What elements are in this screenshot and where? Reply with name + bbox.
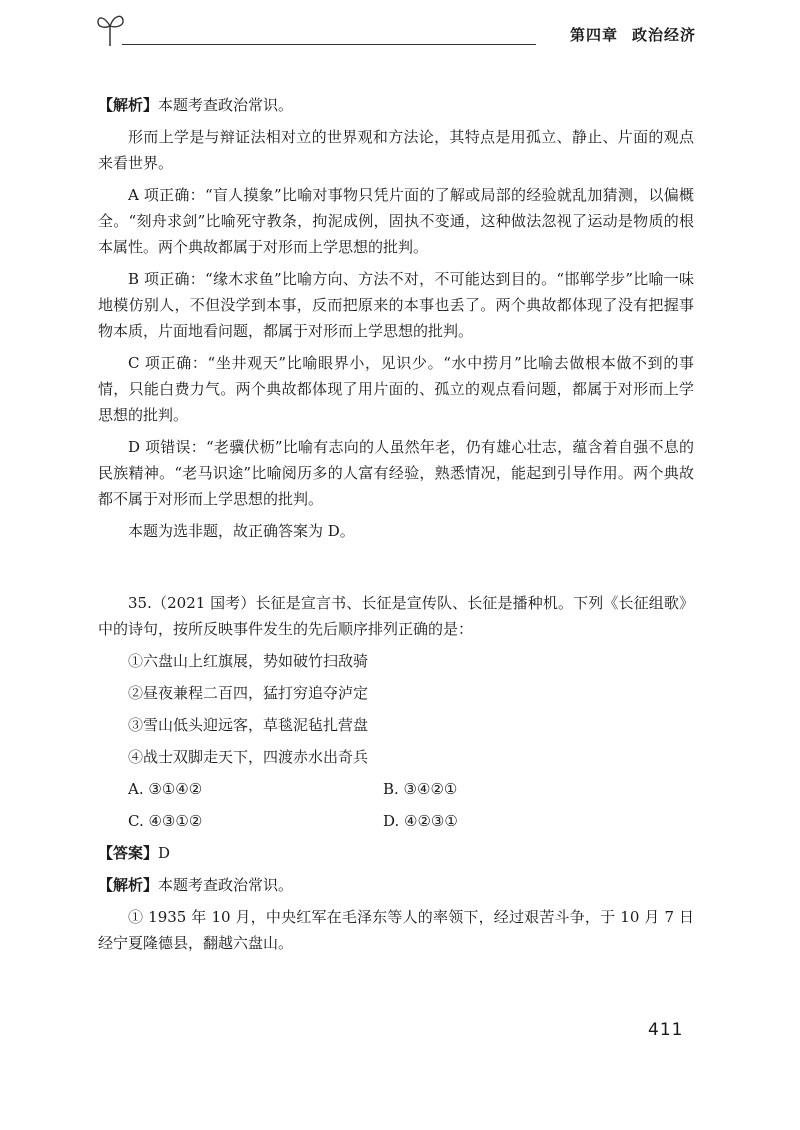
q34-conclusion: 本题为选非题，故正确答案为 D。 xyxy=(128,522,355,540)
section-gap xyxy=(98,550,694,590)
page-number: 411 xyxy=(648,1020,684,1040)
option-c: C. ④③①② xyxy=(128,812,203,830)
q35-options-row-1 xyxy=(128,776,694,802)
q35-line-2: ②昼夜兼程二百四，猛打穷追夺泸定 xyxy=(128,684,369,702)
q35-analysis-heading xyxy=(98,872,694,898)
analysis-tag: 【解析】 xyxy=(98,96,159,114)
q35-options-row-2 xyxy=(128,808,694,834)
page-content xyxy=(98,92,694,962)
page-header xyxy=(96,10,696,50)
q35-line-4: ④战士双脚走天下，四渡赤水出奇兵 xyxy=(128,748,369,766)
answer-tag: 【答案】 xyxy=(98,844,159,862)
analysis-tag: 【解析】 xyxy=(98,876,159,894)
q34-analysis-heading xyxy=(98,92,694,118)
analysis-intro: 本题考查政治常识。 xyxy=(158,96,294,114)
sprout-icon xyxy=(96,10,126,48)
q34-paragraph-a: A 项正确：“盲人摸象”比喻对事物只凭片面的了解或局部的经验就乱加猜测，以偏概全。“刻舟求剑”比喻死守教条，拘泥成例，固执不变通，这种做法忽视了运动是物质的根本属性。两个典故都属于对形而上学思想的批判。 xyxy=(98,186,694,256)
analysis-intro: 本题考查政治常识。 xyxy=(158,876,294,894)
q34-paragraph-b: B 项正确：“缘木求鱼”比喻方向、方法不对，不可能达到目的。“邯郸学步”比喻一味地模仿别人，不但没学到本事，反而把原来的本事也丢了。两个典故都体现了没有把握事物本质，片面地看问题，都属于对形而上学思想的批判。 xyxy=(98,270,694,340)
option-d: D. ④②③① xyxy=(383,812,458,830)
q35-line-3: ③雪山低头迎远客，草毯泥毡扎营盘 xyxy=(128,716,369,734)
chapter-number: 第四章 xyxy=(569,26,618,44)
q34-paragraph-d: D 项错误：“老骥伏枥”比喻有志向的人虽然年老，仍有雄心壮志，蕴含着自强不息的民族精神。“老马识途”比喻阅历多的人富有经验，熟悉情况，能起到引导作用。两个典故都不属于对形而上学思想的批判。 xyxy=(98,438,694,508)
header-rule xyxy=(122,44,536,45)
q35-answer xyxy=(98,840,694,866)
answer-value: D xyxy=(158,844,171,862)
q35-paragraph-1: ① 1935 年 10 月，中央红军在毛泽东等人的率领下，经过艰苦斗争，于 10 月 7 日经宁夏隆德县，翻越六盘山。 xyxy=(98,908,694,952)
q34-paragraph-c: C 项正确：“坐井观天”比喻眼界小，见识少。“水中捞月”比喻去做根本做不到的事情，只能白费力气。两个典故都体现了用片面的、孤立的观点看问题，都属于对形而上学思想的批判。 xyxy=(98,354,694,424)
chapter-section: 政治经济 xyxy=(631,26,696,44)
chapter-title xyxy=(570,24,696,45)
option-b: B. ③④②① xyxy=(383,780,458,798)
option-a: A. ③①④② xyxy=(128,780,203,798)
q35-line-1: ①六盘山上红旗展，势如破竹扫敌骑 xyxy=(128,652,369,670)
q34-paragraph-intro: 形而上学是与辩证法相对立的世界观和方法论，其特点是用孤立、静止、片面的观点来看世界。 xyxy=(98,128,694,172)
q35-stem: 35.（2021 国考）长征是宣言书、长征是宣传队、长征是播种机。下列《长征组歌》中的诗句，按所反映事件发生的先后顺序排列正确的是： xyxy=(98,594,694,638)
